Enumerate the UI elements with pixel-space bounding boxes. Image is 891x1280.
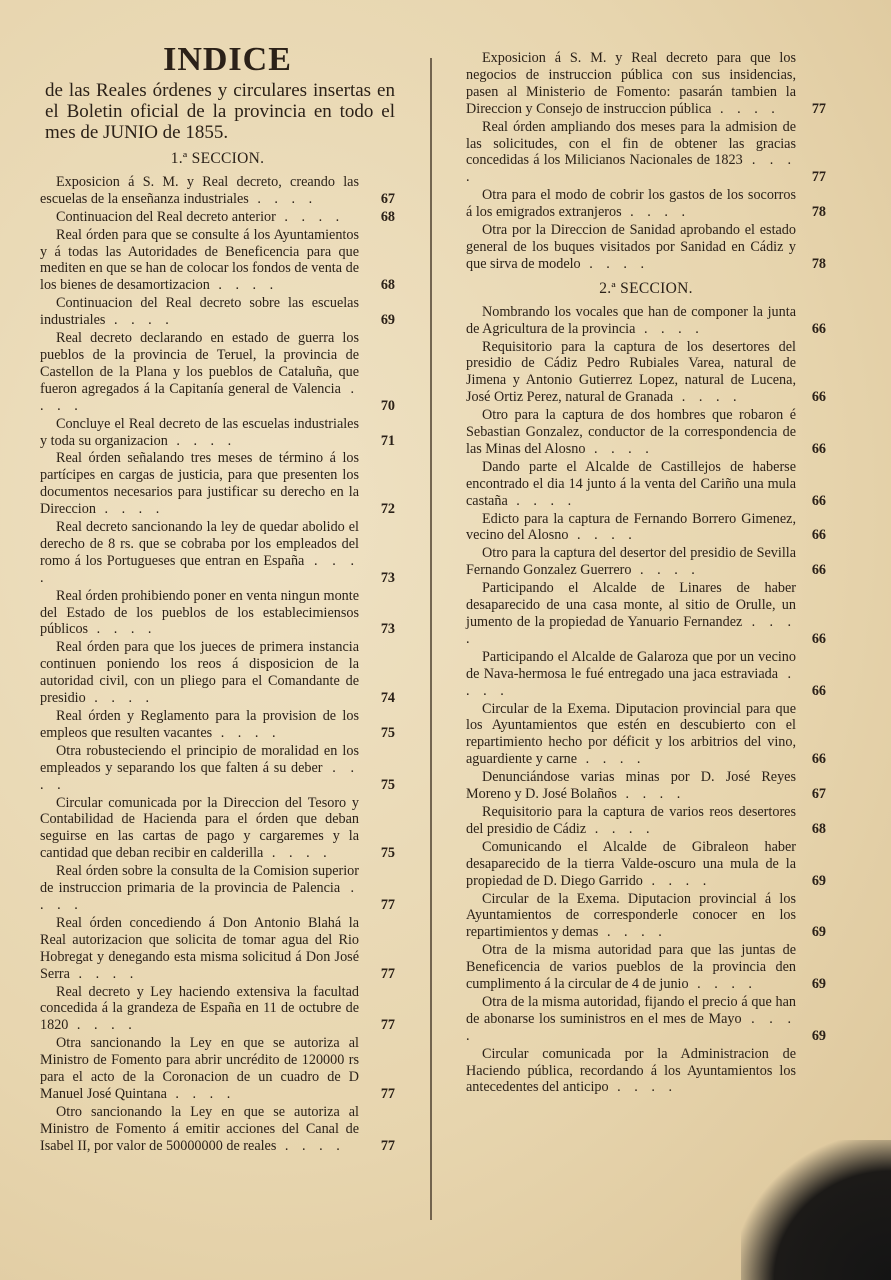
entry-page-number: 66	[811, 440, 826, 457]
entry-page-number: 67	[811, 786, 826, 803]
entry-page-number: 73	[380, 621, 395, 638]
entry-page-number: 71	[380, 432, 395, 449]
index-entry	[40, 743, 395, 794]
entry-leader-dots: . . . .	[167, 432, 237, 449]
entry-text: Real decreto y Ley haciendo extensiva la facultad concedida á la grandeza de España en 11 de octubre de 1820	[40, 983, 359, 1034]
entry-leader-dots: . . . .	[85, 690, 155, 707]
entry-page-number: 75	[380, 776, 395, 793]
entry-text: Real órden para que los jueces de primera instancia continuen poniendo los reos á disposicion de la autoridad civil, con un pliego para el Comandante de presidio	[40, 639, 359, 707]
index-entry	[40, 227, 395, 295]
page-subtitle: de las Reales órdenes y circulares insertas en el Boletin oficial de la provincia en todo el mes de JUNIO de 1855.	[45, 80, 395, 143]
entry-page-number: 66	[811, 751, 826, 768]
index-entry	[466, 649, 826, 700]
entry-leader-dots: . . . .	[586, 820, 655, 837]
entry-text: Circular de la Exema. Diputacion provincial para que los Ayuntamientos que estén en descubierto con el repartimiento hecho por déficit y los arbitrios del vino, aguardiente y carne	[466, 700, 796, 768]
index-entry	[40, 588, 395, 639]
entry-text: Exposicion á S. M. y Real decreto, creando las escuelas de la enseñanza industriales	[40, 173, 359, 207]
entry-text: Participando el Alcalde de Galaroza que por un vecino de Nava-hermosa le fué entregado una jaca estraviada	[466, 648, 796, 682]
entry-leader-dots: . . . .	[105, 312, 174, 329]
entry-page-number: 77	[811, 100, 826, 117]
entry-leader-dots: . . . .	[507, 492, 577, 509]
index-entry	[466, 891, 826, 942]
entry-leader-dots: . . . .	[248, 190, 318, 207]
entry-text: Real órden prohibiendo poner en venta ningun monte del Estado de los pueblos de los establecimiensos públicos	[40, 587, 359, 638]
entry-text: Continuacion del Real decreto sobre las escuelas industriales	[40, 295, 359, 329]
right-column	[466, 50, 826, 1097]
entry-page-number: 66	[811, 320, 826, 337]
index-entry	[40, 519, 395, 587]
index-entry	[40, 1104, 395, 1155]
entry-page-number: 77	[380, 896, 395, 913]
entry-leader-dots: . . . .	[585, 440, 654, 457]
entry-leader-dots: . . . .	[276, 1137, 345, 1154]
entry-page-number: 77	[380, 965, 395, 982]
entry-text: Circular de la Exema. Diputacion provincial á los Ayuntamientos de corresponderle conocer en los repartimientos y demas	[466, 890, 796, 941]
entry-leader-dots: . . . .	[40, 552, 359, 586]
entry-text: Nombrando los vocales que han de componer la junta de Agricultura de la provincia	[466, 303, 796, 337]
entry-text: Real decreto sancionando la ley de quedar abolido el derecho de 8 rs. que se cobraba por los empleados del romo á los Portugueses que entran en España	[40, 519, 359, 569]
index-entry	[466, 994, 826, 1045]
entry-leader-dots: . . . .	[631, 562, 700, 579]
entry-page-number: 74	[380, 690, 395, 707]
index-entry	[466, 222, 826, 273]
entry-page-number: 69	[380, 312, 395, 329]
entry-text: Otro para la captura de dos hombres que robaron é Sebastian Gonzalez, conductor de la correspondencia de las Minas del Alosno	[466, 407, 796, 457]
index-entry	[466, 50, 826, 118]
entry-leader-dots: . . . .	[642, 872, 712, 889]
index-entry	[40, 984, 395, 1035]
index-entry	[466, 701, 826, 769]
entry-text: Denunciándose varias minas por D. José Reyes Moreno y D. José Bolaños	[466, 769, 796, 803]
index-entry	[466, 304, 826, 338]
entry-text: Circular comunicada por la Administracion de Haciendo pública, recordando á los Ayuntamientos los antecedentes del anticipo	[466, 1045, 796, 1096]
index-entry	[40, 450, 395, 518]
entry-page-number: 67	[380, 190, 395, 207]
page-title: INDICE	[163, 41, 292, 78]
entry-text: Comunicando el Alcalde de Gibraleon haber desaparecido de la tierra Valde-oscuro una mula de la propiedad de D. Diego Garrido	[466, 838, 796, 889]
entry-leader-dots: . . . .	[466, 152, 797, 186]
entry-text: Otro para la captura del desertor del presidio de Sevilla Fernando Gonzalez Guerrero	[466, 545, 796, 579]
index-list-right-1	[466, 50, 826, 273]
entry-page-number: 66	[811, 562, 826, 579]
entry-text: Otra de la misma autoridad, fijando el precio á que han de abonarse los suministros en el mes de Mayo	[466, 993, 796, 1027]
page-damage-stain	[741, 1140, 891, 1280]
entry-text: Real órden ampliando dos meses para la admision de las solicitudes, con el fin de obtener las gracias concedidas á los Milicianos Nacionales de 1823	[466, 118, 796, 169]
entry-page-number: 72	[380, 501, 395, 518]
entry-leader-dots: . . . .	[621, 204, 690, 221]
index-entry	[466, 545, 826, 579]
entry-page-number: 66	[811, 630, 826, 647]
entry-leader-dots: . . . .	[711, 100, 780, 117]
entry-text: Otro sancionando la Ley en que se autoriza al Ministro de Fomento á emitir acciones del Canal de Isabel II, por valor de 50000000 de reales	[40, 1103, 359, 1154]
index-list-right-2	[466, 304, 826, 1097]
entry-text: Edicto para la captura de Fernando Borrero Gimenez, vecino del Alosno	[466, 510, 796, 544]
entry-leader-dots: . . . .	[616, 786, 686, 803]
entry-page-number: 66	[811, 527, 826, 544]
section-1-heading: 1.ª SECCION.	[170, 150, 265, 167]
index-entry	[466, 942, 826, 993]
entry-page-number: 66	[811, 389, 826, 406]
index-entry	[40, 295, 395, 329]
index-entry	[466, 339, 826, 407]
entry-page-number: 78	[811, 255, 826, 272]
entry-text: Otra para el modo de cobrir los gastos de los socorros á los emigrados extranjeros	[466, 187, 796, 221]
entry-leader-dots: . . . .	[166, 1085, 236, 1102]
index-entry	[466, 459, 826, 510]
index-entry	[466, 1046, 826, 1097]
entry-text: Concluye el Real decreto de las escuelas industriales y toda su organizacion	[40, 415, 359, 449]
entry-leader-dots: . . . .	[209, 277, 279, 294]
entry-page-number: 68	[380, 277, 395, 294]
entry-leader-dots: . . . .	[688, 976, 757, 993]
entry-page-number: 66	[811, 682, 826, 699]
entry-text: Real órden señalando tres meses de término á los partícipes en cargas de justicia, para que presenten los documentos necesarios para justificar su derecho en la Direccion	[40, 450, 359, 518]
index-entry	[466, 511, 826, 545]
index-entry	[466, 769, 826, 803]
entry-leader-dots: . . . .	[608, 1079, 677, 1096]
index-entry	[40, 708, 395, 742]
entry-page-number: 78	[811, 204, 826, 221]
index-entry	[466, 407, 826, 458]
index-entry	[40, 174, 395, 208]
entry-text: Otra por la Direccion de Sanidad aprobando el estado general de los buques visitados por Sanidad en Cádiz y que sirva de modelo	[466, 222, 796, 272]
entry-text: Circular comunicada por la Direccion del Tesoro y Contabilidad de Hacienda para el órden que deban seguirse en las cartas de pago y cargaremes y la cantidad que deban recibir en calderilla	[40, 794, 359, 862]
index-entry	[40, 330, 395, 415]
index-list-left	[40, 174, 395, 1155]
entry-text: Real órden para que se consulte á los Ayuntamientos y á todas las Autoridades de Beneficencia para que mediten en que se han de colocar los fondos de venta de los bienes de desamortizacion	[40, 226, 359, 294]
entry-page-number: 68	[811, 820, 826, 837]
entry-leader-dots: . . . .	[577, 751, 646, 768]
entry-leader-dots: . . . .	[466, 1010, 796, 1044]
entry-text: Otra sancionando la Ley en que se autoriza al Ministro de Fomento para abrir uncrédito de 120000 rs para el acto de la Coronacion de un cuadro de D Manuel José Quintana	[40, 1035, 359, 1102]
entry-page-number: 69	[811, 924, 826, 941]
entry-leader-dots: . . . .	[88, 621, 157, 638]
entry-leader-dots: . . . .	[40, 880, 359, 913]
entry-page-number: 75	[380, 845, 395, 862]
entry-leader-dots: . . . .	[40, 380, 359, 414]
index-entry	[466, 804, 826, 838]
index-entry	[466, 187, 826, 221]
entry-text: Continuacion del Real decreto anterior	[56, 208, 276, 225]
entry-leader-dots: . . . .	[568, 527, 637, 544]
section-2-heading: 2.ª SECCION.	[599, 279, 693, 297]
entry-leader-dots: . . . .	[466, 665, 796, 699]
entry-text: Real órden sobre la consulta de la Comision superior de instruccion primaria de la provincia de Palencia	[40, 863, 359, 897]
entry-text: Requisitorio para la captura de los desertores del presidio de Cádiz Pedro Rubiales Varea, natural de Jimena y Antonio Gutierrez Lopez, natural de Lucena, José Ortiz Perez, natural de Granada	[466, 338, 796, 406]
entry-text: Otra de la misma autoridad para que las juntas de Beneficencia de varios pueblos de la provincia den cumplimento á la circular de 4 de junio	[466, 942, 796, 993]
entry-page-number: 66	[811, 492, 826, 509]
entry-leader-dots: . . . .	[673, 389, 742, 406]
index-entry	[466, 839, 826, 890]
index-entry	[40, 639, 395, 707]
index-entry	[40, 795, 395, 863]
entry-page-number: 73	[380, 569, 395, 586]
index-entry	[40, 915, 395, 983]
entry-text: Exposicion á S. M. y Real decreto para que los negocios de instruccion pública con sus insidencias, pasen al Ministerio de Fomento: pasarán tambien la Direccion y Consejo de instruccion pública	[466, 50, 796, 117]
entry-leader-dots: . . . .	[40, 759, 359, 793]
entry-text: Dando parte el Alcalde de Castillejos de haberse encontrado el dia 14 junto á la venta del Cariño una mula castaña	[466, 458, 796, 509]
entry-page-number: 77	[811, 169, 826, 186]
entry-page-number: 69	[811, 872, 826, 889]
entry-leader-dots: . . . .	[275, 208, 345, 225]
entry-text: Requisitorio para la captura de varios reos desertores del presidio de Cádiz	[466, 803, 796, 837]
entry-leader-dots: . . . .	[635, 320, 704, 337]
entry-page-number: 68	[380, 208, 395, 225]
entry-page-number: 75	[380, 724, 395, 741]
index-entry	[40, 1035, 395, 1103]
entry-page-number: 70	[380, 397, 395, 414]
index-entry	[466, 580, 826, 648]
entry-text: Real decreto declarando en estado de guerra los pueblos de la provincia de Teruel, la provincia de Castellon de la Plana y los pueblos de Cataluña, que fueron agregados á la Capitanía general de Valencia	[40, 330, 359, 397]
index-entry	[40, 209, 395, 226]
entry-page-number: 69	[811, 976, 826, 993]
column-divider	[430, 58, 432, 1220]
entry-leader-dots: . . . .	[69, 965, 139, 982]
left-column	[40, 40, 395, 1156]
entry-text: Real órden y Reglamento para la provision de los empleos que resulten vacantes	[40, 708, 359, 741]
entry-page-number: 69	[811, 1027, 826, 1044]
entry-leader-dots: . . . .	[95, 501, 165, 518]
index-entry	[40, 863, 395, 914]
index-entry	[466, 119, 826, 187]
entry-leader-dots: . . . .	[212, 724, 281, 741]
entry-text: Otra robusteciendo el principio de moralidad en los empleados y separando los que falten á su deber	[40, 742, 359, 776]
entry-text: Participando el Alcalde de Linares de haber desaparecido de una casa monte, al sitio de Orulle, un jumento de la propiedad de Yanuario Fernandez	[466, 580, 796, 630]
entry-text: Real órden concediendo á Don Antonio Blahá la Real autorizacion que solicita de tomar agua del Rio Hobregat y denegando esta misma solicitud á Don José Serra	[40, 914, 359, 982]
entry-page-number: 77	[380, 1085, 395, 1102]
entry-leader-dots: . . . .	[580, 255, 650, 272]
entry-page-number: 77	[380, 1137, 395, 1154]
entry-leader-dots: . . . .	[598, 924, 667, 941]
entry-leader-dots: . . . .	[68, 1017, 137, 1034]
index-entry	[40, 416, 395, 450]
entry-leader-dots: . . . .	[263, 845, 332, 862]
entry-leader-dots: . . . .	[466, 614, 797, 647]
entry-page-number: 77	[380, 1017, 395, 1034]
